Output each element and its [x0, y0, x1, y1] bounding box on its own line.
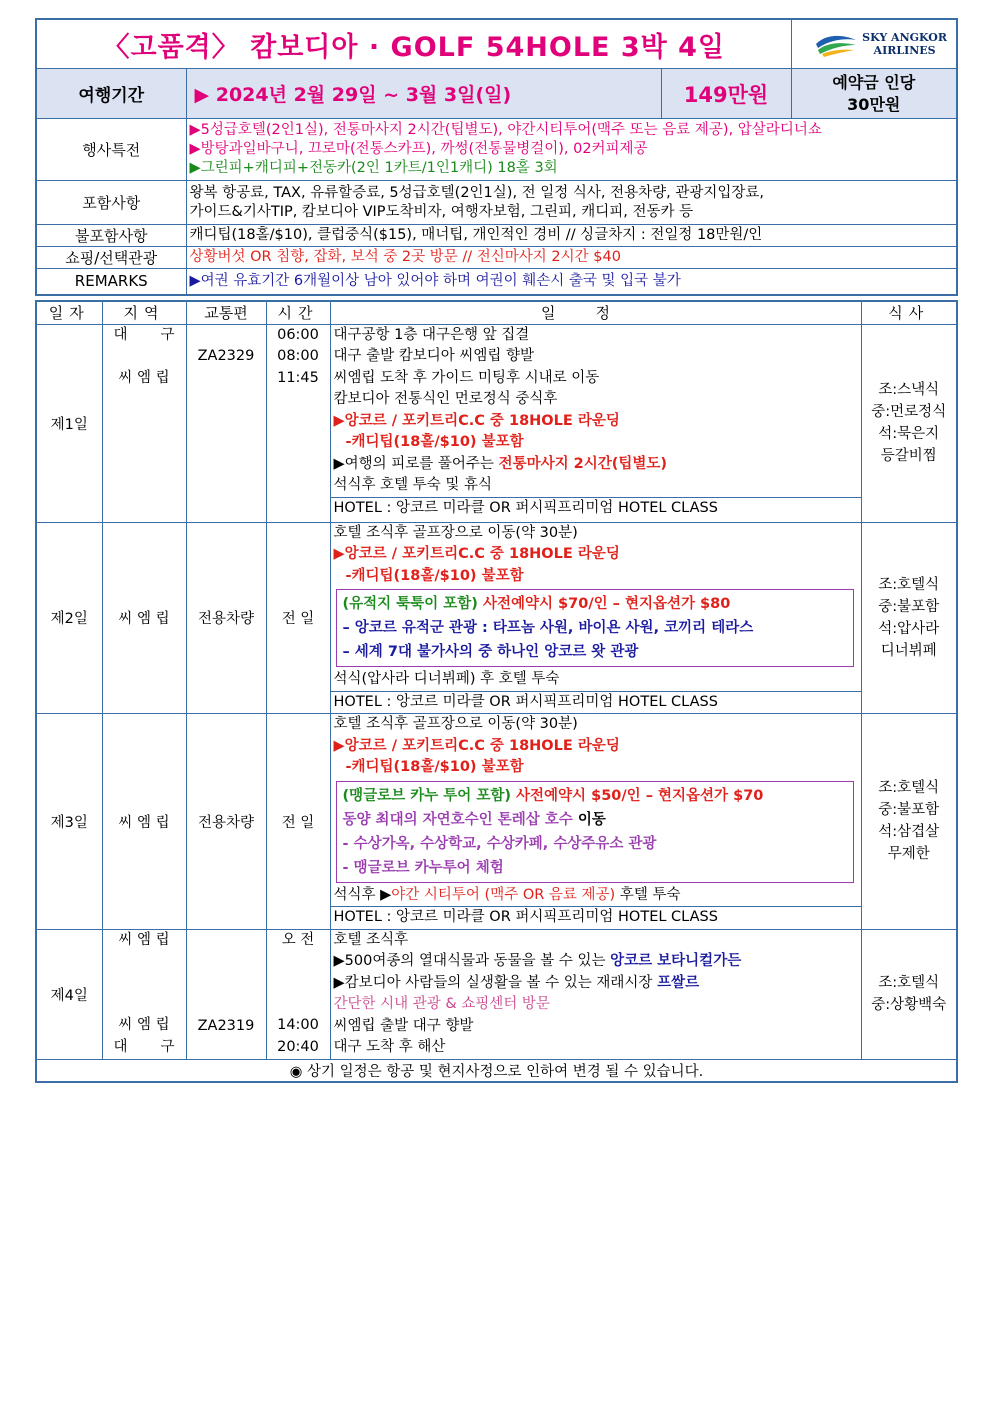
day1-golf: ▶앙코르 / 포키트리C.C 중 18HOLE 라운딩 [333, 412, 620, 429]
day3-meal-1: 중:불포함 [878, 802, 940, 819]
day1-rest: 석식후 호텔 투숙 및 휴식 [333, 477, 493, 493]
day4-time2: 14:00 [277, 1017, 319, 1033]
day2-meal-1: 중:불포함 [878, 598, 940, 615]
day1-line-0: 대구공항 1층 대구은행 앞 집결 [333, 326, 530, 343]
day3-option-box [336, 781, 854, 883]
day1-time-0: 06:00 [277, 326, 319, 343]
shopping-label: 쇼핑/선택관광 [36, 247, 186, 269]
day3-meal-3: 무제한 [887, 846, 930, 863]
day4-transport: ZA2319 [186, 929, 266, 1059]
day1-hotel: HOTEL : 앙코르 미라클 OR 퍼시픽프리미엄 HOTEL CLASS [331, 497, 861, 520]
day3-meals [861, 714, 957, 930]
day3-hotel: HOTEL : 앙코르 미라클 OR 퍼시픽프리미엄 HOTEL CLASS [331, 906, 861, 929]
day1-line-2: 씨엠립 도착 후 가이드 미팅후 시내로 이동 [333, 369, 600, 386]
day3-transport: 전용차량 [186, 714, 266, 930]
day1-label: 제1일 [36, 324, 102, 522]
features-content [186, 119, 957, 181]
period-label: 여행기간 [36, 69, 186, 119]
day4-breakfast: 호텔 조식후 [333, 931, 409, 948]
day4-arrive: 대구 도착 후 해산 [333, 1039, 446, 1055]
day1-times [266, 324, 330, 522]
remarks-content: ▶여권 유효기간 6개월이상 남아 있어야 하며 여권이 훼손시 출국 및 입국 불가 [186, 269, 957, 295]
swoosh-logo-icon [814, 30, 858, 58]
day3-option-line2a: 동양 최대의 자연호수인 [342, 811, 498, 828]
day1-meal-2: 석:묵은지 [878, 426, 940, 442]
day3-itinerary [330, 714, 861, 930]
footer-row [36, 1059, 957, 1082]
day4-region3: 대 구 [113, 1038, 175, 1055]
features-line3: ▶그린피+캐디피+전동카(2인 1카트/1인1캐디) 18홀 3회 [189, 160, 558, 176]
day1-region2: 씨 엠 립 [118, 369, 170, 386]
day2-row [36, 522, 957, 714]
day2-region: 씨 엠 립 [102, 522, 186, 714]
day4-depart: 씨엠립 출발 대구 향발 [333, 1017, 474, 1034]
day3-golf: ▶앙코르 / 포키트리C.C 중 18HOLE 라운딩 [333, 737, 620, 754]
day2-itinerary [330, 522, 861, 714]
included-row [36, 181, 957, 225]
remarks-row [36, 269, 957, 295]
day4-meal-1: 중:상황백숙 [871, 997, 947, 1013]
excluded-content: 캐디팁(18홀/$10), 클럽중식($15), 매너팁, 개인적인 경비 // 싱글차지 : 전일정 18만원/인 [186, 225, 957, 247]
day4-times [266, 929, 330, 1059]
airline-name-line2: AIRLINES [873, 44, 936, 57]
col-time: 시간 [266, 301, 330, 325]
day4-garden-prefix: ▶500여종의 열대식물과 동물을 볼 수 있는 [333, 953, 611, 969]
day3-option-line4: - 맹글로브 카누투어 체험 [342, 859, 504, 876]
schedule-header-row [36, 301, 957, 325]
day2-option-title: (유적지 툭툭이 포함) [342, 596, 478, 612]
summary-table [35, 18, 958, 296]
day4-region2: 씨 엠 립 [118, 1017, 170, 1033]
period-row [36, 69, 957, 119]
page-title: 〈고품격〉 캄보디아 · GOLF 54HOLE 3박 4일 [36, 19, 791, 69]
deposit-line1: 예약금 인당 [832, 72, 916, 92]
footer-note: ◉ 상기 일정은 항공 및 현지사정으로 인하여 변경 될 수 있습니다. [36, 1059, 957, 1082]
included-line2: 가이드&기사TIP, 캄보디아 VIP도착비자, 여행자보험, 그린피, 캐디피, 전동카 등 [189, 203, 694, 220]
col-meals: 식사 [861, 301, 957, 325]
schedule-table [35, 300, 958, 1083]
title-row [36, 19, 957, 69]
day3-night-tour: 야간 시티투어 (맥주 OR 음료 제공) [391, 886, 616, 903]
remarks-label: REMARKS [36, 269, 186, 295]
day3-night-prefix: 석식후 ▶ [333, 886, 392, 903]
day3-meal-2: 석:삼겹살 [878, 824, 940, 841]
features-line2: ▶방탕과일바구니, 끄로마(전통스카프), 까썽(전통물병걸이), 02커피제공 [189, 141, 648, 157]
day1-region [102, 324, 186, 522]
day3-option-line1 [343, 784, 847, 808]
deposit-line2: 30만원 [847, 94, 901, 114]
day4-shopping: 간단한 시내 관광 & 쇼핑센터 방문 [333, 996, 550, 1012]
day3-label: 제3일 [36, 714, 102, 930]
day2-dinner: 석식(압사라 디너뷔페) 후 호텔 투숙 [333, 671, 560, 687]
day2-transport: 전용차량 [186, 522, 266, 714]
day4-label: 제4일 [36, 929, 102, 1059]
day3-meal-0: 조:호텔식 [878, 780, 940, 797]
day2-option-line1 [343, 592, 847, 616]
day4-market: 프쌀르 [657, 974, 700, 991]
day1-transport: ZA2329 [186, 324, 266, 522]
day2-label: 제2일 [36, 522, 102, 714]
day2-hotel: HOTEL : 앙코르 미라클 OR 퍼시픽프리미엄 HOTEL CLASS [331, 691, 861, 714]
day1-meal-0: 조:스낵식 [878, 382, 940, 398]
col-day: 일자 [36, 301, 102, 325]
day2-meal-3: 디너뷔페 [880, 642, 937, 659]
day3-time: 전 일 [266, 714, 330, 930]
day4-region [102, 929, 186, 1059]
excluded-row [36, 225, 957, 247]
day2-option-line3: – 세계 7대 불가사의 중 하나인 앙코르 왓 관광 [342, 644, 639, 660]
day1-meal-1: 중:먼로정식 [871, 404, 947, 420]
shopping-row [36, 247, 957, 269]
day1-line-3: 캄보디아 전통식인 먼로정식 중식후 [333, 391, 558, 407]
day3-option-line3: - 수상가옥, 수상학교, 수상카페, 수상주유소 관광 [342, 835, 657, 852]
day2-option-price: 사전예약시 $70/인 – 현지옵션가 $80 [482, 596, 731, 612]
day1-massage: 전통마사지 2시간(팁별도) [498, 455, 668, 472]
day1-region1: 대 구 [113, 326, 175, 343]
day3-caddie-tip: -캐디팁(18홀/$10) 불포함 [345, 759, 524, 775]
day3-option-line2 [343, 808, 847, 832]
features-line1: ▶5성급호텔(2인1실), 전통마사지 2시간(팁별도), 야간시티투어(맥주 또는 음료 제공), 압살라디너쇼 [189, 122, 822, 138]
day4-region1: 씨 엠 립 [118, 931, 170, 948]
day2-move: 호텔 조식후 골프장으로 이동(약 30분) [333, 524, 578, 541]
day2-meals [861, 522, 957, 714]
day4-row [36, 929, 957, 1059]
day2-option-line2: – 앙코르 유적군 관광 : 타프놈 사원, 바이욘 사원, 코끼리 테라스 [342, 620, 754, 636]
day4-market-line [334, 973, 858, 995]
excluded-label: 불포함사항 [36, 225, 186, 247]
airline-name-line1: SKY ANGKOR [862, 31, 948, 44]
col-transport: 교통편 [186, 301, 266, 325]
day3-region: 씨 엠 립 [102, 714, 186, 930]
day1-massage-line [334, 454, 858, 476]
features-label: 행사특전 [36, 119, 186, 181]
period-value: ▶ 2024년 2월 29일 ~ 3월 3일(일) [186, 69, 661, 119]
price: 149만원 [661, 69, 791, 119]
day3-night-line [334, 885, 858, 907]
day3-night-suffix: 후텔 투숙 [615, 886, 681, 903]
day1-meals [861, 324, 957, 522]
airline-logo [791, 19, 957, 69]
day1-itinerary [330, 324, 861, 522]
day4-garden: 앙코르 보타니컬가든 [610, 953, 742, 969]
day4-garden-line [334, 951, 858, 973]
day3-move: 호텔 조식후 골프장으로 이동(약 30분) [333, 716, 578, 732]
day1-caddie-tip: -캐디팁(18홀/$10) 불포함 [345, 434, 524, 450]
day1-time-2: 11:45 [277, 369, 319, 386]
day4-meals [861, 929, 957, 1059]
day4-time3: 20:40 [277, 1038, 319, 1055]
day3-row [36, 714, 957, 930]
deposit [791, 69, 957, 119]
day3-option-price: 사전예약시 $50/인 – 현지옵션가 $70 [516, 787, 764, 804]
day1-time-1: 08:00 [277, 348, 319, 364]
day3-option-line2c: 이동 [572, 811, 606, 828]
col-region: 지역 [102, 301, 186, 325]
day2-meal-0: 조:호텔식 [878, 576, 940, 593]
day3-option-title: (맹글로브 카누 투어 포함) [342, 787, 511, 804]
day4-itinerary [330, 929, 861, 1059]
tour-document [35, 18, 956, 1083]
day2-golf: ▶앙코르 / 포키트리C.C 중 18HOLE 라운딩 [333, 546, 620, 562]
day2-option-box [336, 589, 854, 667]
day2-caddie-tip: -캐디팁(18홀/$10) 불포함 [345, 567, 524, 584]
col-itinerary: 일정 [330, 301, 861, 325]
day4-meal-0: 조:호텔식 [878, 975, 940, 991]
included-label: 포함사항 [36, 181, 186, 225]
day4-market-prefix: ▶캄보디아 사람들의 실생활을 볼 수 있는 재래시장 [333, 974, 658, 991]
day1-line-1: 대구 출발 캄보디아 씨엠립 향발 [333, 348, 535, 364]
included-line1: 왕복 항공료, TAX, 유류할증료, 5성급호텔(2인1실), 전 일정 식사, 전용차량, 관광지입장료, [189, 184, 765, 201]
included-content [186, 181, 957, 225]
shopping-content: 상황버섯 OR 침향, 잡화, 보석 중 2곳 방문 // 전신마사지 2시간 $40 [186, 247, 957, 269]
day3-option-line2b: 톤레삽 호수 [497, 811, 573, 828]
day4-time1: 오 전 [281, 931, 315, 948]
day2-time: 전 일 [266, 522, 330, 714]
day2-meal-2: 석:압사라 [878, 620, 940, 637]
day1-meal-3: 등갈비찜 [880, 448, 937, 464]
day1-row [36, 324, 957, 522]
day1-massage-prefix: ▶여행의 피로를 풀어주는 [333, 455, 499, 472]
features-row [36, 119, 957, 181]
